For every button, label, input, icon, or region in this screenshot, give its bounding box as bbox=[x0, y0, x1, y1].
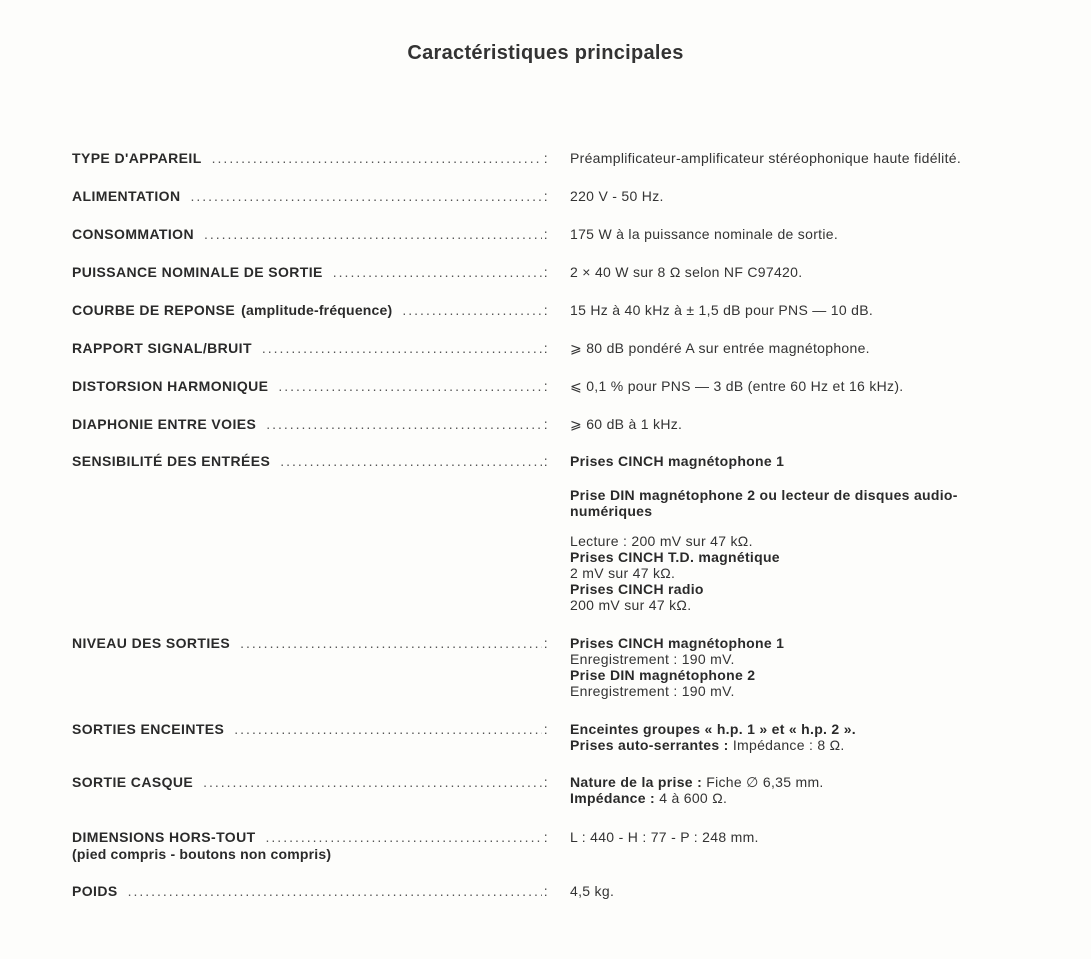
spec-value: L : 440 - H : 77 - P : 248 mm. bbox=[570, 829, 759, 845]
colon: : bbox=[543, 226, 548, 242]
value-line: 2 mV sur 47 kΩ. bbox=[570, 565, 676, 581]
label-text: NIVEAU DES SORTIES bbox=[72, 635, 231, 651]
spec-value: ⩾ 60 dB à 1 kHz. bbox=[570, 416, 683, 432]
value-text: Fiche ∅ 6,35 mm. bbox=[706, 774, 824, 790]
spec-label bbox=[72, 188, 548, 205]
spec-value: 175 W à la puissance nominale de sortie. bbox=[570, 226, 839, 242]
value-text: 4 à 600 Ω. bbox=[659, 790, 728, 806]
label-text: DIAPHONIE ENTRE VOIES bbox=[72, 416, 257, 432]
page-title: Caractéristiques principales bbox=[407, 42, 684, 64]
label-text: DISTORSION HARMONIQUE bbox=[72, 378, 269, 394]
colon: : bbox=[543, 774, 548, 790]
spec-value: 220 V - 50 Hz. bbox=[570, 188, 664, 204]
value-line: Lecture : 200 mV sur 47 kΩ. bbox=[570, 533, 753, 549]
colon: : bbox=[543, 829, 548, 845]
spec-value: ⩽ 0,1 % pour PNS — 3 dB (entre 60 Hz et 16 kHz). bbox=[570, 378, 904, 394]
label-text: CONSOMMATION bbox=[72, 226, 194, 242]
value-key: Nature de la prise : bbox=[570, 774, 703, 790]
colon: : bbox=[543, 264, 548, 280]
value-line bbox=[570, 737, 1050, 753]
value-line: 200 mV sur 47 kΩ. bbox=[570, 597, 692, 613]
spec-label bbox=[72, 378, 548, 395]
colon: : bbox=[543, 188, 548, 204]
dot-leader bbox=[262, 340, 542, 357]
value-line-heading: Prise DIN magnétophone 2 ou lecteur de disques audio-numériques bbox=[570, 487, 958, 519]
spec-value: 2 × 40 W sur 8 Ω selon NF C97420. bbox=[570, 264, 803, 280]
colon: : bbox=[543, 416, 548, 432]
spec-value-block bbox=[570, 635, 1050, 699]
value-line: Enregistrement : 190 mV. bbox=[570, 683, 735, 699]
dot-leader bbox=[278, 378, 541, 395]
value-line: Enregistrement : 190 mV. bbox=[570, 651, 735, 667]
dot-leader bbox=[333, 264, 542, 281]
dot-leader bbox=[203, 774, 542, 791]
label-text: DIMENSIONS HORS-TOUT bbox=[72, 829, 256, 845]
value-line-heading: Enceintes groupes « h.p. 1 » et « h.p. 2 ». bbox=[570, 721, 856, 737]
spec-label bbox=[72, 829, 548, 863]
spec-label bbox=[72, 774, 548, 791]
colon: : bbox=[543, 340, 548, 356]
dot-leader bbox=[280, 453, 541, 470]
label-text: SORTIES ENCEINTES bbox=[72, 721, 225, 737]
value-line-heading: Prises CINCH T.D. magnétique bbox=[570, 549, 780, 565]
label-text: RAPPORT SIGNAL/BRUIT bbox=[72, 340, 252, 356]
spec-label bbox=[72, 635, 548, 652]
spec-value-block bbox=[570, 721, 1050, 753]
spec-label bbox=[72, 883, 548, 900]
label-text: SORTIE CASQUE bbox=[72, 774, 194, 790]
dot-leader bbox=[128, 883, 542, 900]
spec-value: ⩾ 80 dB pondéré A sur entrée magnétophone. bbox=[570, 340, 870, 356]
colon: : bbox=[543, 378, 548, 394]
colon: : bbox=[543, 150, 548, 166]
value-line-heading: Prises CINCH magnétophone 1 bbox=[570, 635, 785, 651]
dot-leader bbox=[234, 721, 541, 738]
dot-leader bbox=[266, 829, 542, 846]
dot-leader bbox=[266, 416, 541, 433]
value-line bbox=[570, 774, 1050, 790]
spec-value: 4,5 kg. bbox=[570, 883, 615, 899]
colon: : bbox=[543, 453, 548, 469]
spec-value-block bbox=[570, 774, 1050, 806]
value-line-heading: Prise DIN magnétophone 2 bbox=[570, 667, 756, 683]
spec-label bbox=[72, 226, 548, 243]
spec-label bbox=[72, 150, 548, 167]
dot-leader bbox=[191, 188, 542, 205]
colon: : bbox=[543, 721, 548, 737]
spec-value: Préamplificateur-amplificateur stéréophonique haute fidélité. bbox=[570, 150, 962, 166]
spec-value-block bbox=[570, 453, 1050, 613]
value-line-heading: Prises CINCH radio bbox=[570, 581, 704, 597]
label-text: ALIMENTATION bbox=[72, 188, 181, 204]
colon: : bbox=[543, 635, 548, 651]
dot-leader bbox=[204, 226, 542, 243]
spec-label bbox=[72, 302, 548, 319]
dot-leader bbox=[212, 150, 542, 167]
label-subtext: (amplitude-fréquence) bbox=[241, 302, 393, 318]
label-text: PUISSANCE NOMINALE DE SORTIE bbox=[72, 264, 323, 280]
dot-leader bbox=[402, 302, 541, 319]
label-text: COURBE DE REPONSE bbox=[72, 302, 236, 318]
label-text: TYPE D'APPAREIL bbox=[72, 150, 202, 166]
dot-leader bbox=[240, 635, 542, 652]
spec-label bbox=[72, 721, 548, 738]
spec-label bbox=[72, 416, 548, 433]
label-subtext: (pied compris - boutons non compris) bbox=[72, 846, 332, 862]
spec-value: 15 Hz à 40 kHz à ± 1,5 dB pour PNS — 10 dB. bbox=[570, 302, 874, 318]
spec-label bbox=[72, 264, 548, 281]
colon: : bbox=[543, 302, 548, 318]
value-line-heading: Prises CINCH magnétophone 1 bbox=[570, 453, 785, 469]
spec-label bbox=[72, 340, 548, 357]
colon: : bbox=[543, 883, 548, 899]
value-key: Impédance : bbox=[570, 790, 655, 806]
label-text: SENSIBILITÉ DES ENTRÉES bbox=[72, 453, 271, 469]
value-key: Prises auto-serrantes : bbox=[570, 737, 729, 753]
label-text: POIDS bbox=[72, 883, 118, 899]
value-text: Impédance : 8 Ω. bbox=[732, 737, 845, 753]
value-line bbox=[570, 790, 1050, 806]
spec-label bbox=[72, 453, 548, 470]
